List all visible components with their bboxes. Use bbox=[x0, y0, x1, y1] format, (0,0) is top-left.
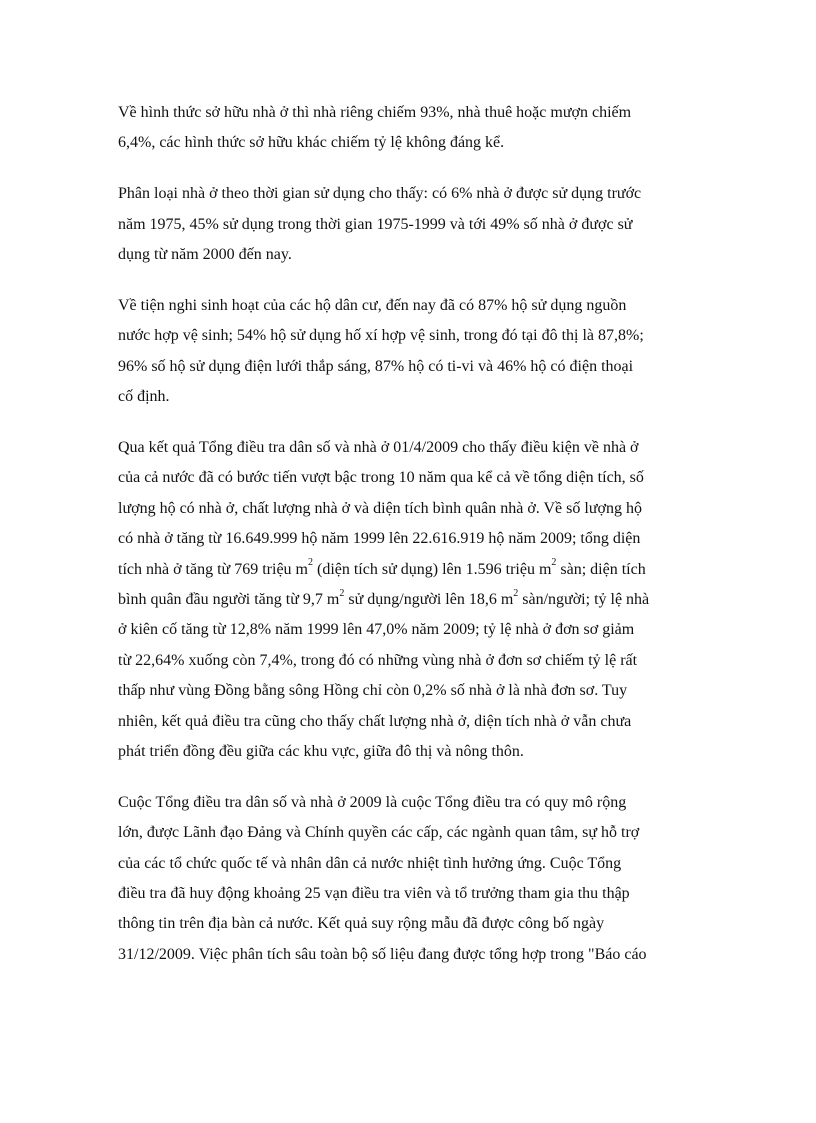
text-line bbox=[118, 940, 704, 970]
text-line bbox=[118, 382, 704, 412]
text-line bbox=[118, 321, 704, 351]
text-segment: bình quân đầu người tăng từ 9,7 m bbox=[118, 590, 340, 608]
text-line bbox=[118, 788, 704, 818]
text-line bbox=[118, 707, 704, 737]
text-segment: dụng từ năm 2000 đến nay. bbox=[118, 246, 292, 264]
text-segment: 6,4%, các hình thức sở hữu khác chiếm tỷ lệ không đáng kể. bbox=[118, 134, 505, 152]
text-segment: Về tiện nghi sinh hoạt của các hộ dân cư, đến nay đã có 87% hộ sử dụng nguồn bbox=[118, 296, 627, 314]
text-line bbox=[118, 210, 704, 240]
text-segment: nước hợp vệ sinh; 54% hộ sử dụng hố xí hợp vệ sinh, trong đó tại đô thị là 87,8%; bbox=[118, 327, 644, 345]
paragraph bbox=[118, 291, 704, 413]
text-segment: 31/12/2009. Việc phân tích sâu toàn bộ số liệu đang được tổng hợp trong "Báo cáo bbox=[118, 945, 647, 963]
text-line bbox=[118, 291, 704, 321]
superscript: 2 bbox=[339, 587, 345, 599]
text-line bbox=[118, 818, 704, 848]
text-line bbox=[118, 433, 704, 463]
text-segment: tích nhà ở tăng từ 769 triệu m bbox=[118, 560, 308, 578]
text-line bbox=[118, 849, 704, 879]
text-line bbox=[118, 909, 704, 939]
text-segment: Về hình thức sở hữu nhà ở thì nhà riêng chiếm 93%, nhà thuê hoặc mượn chiếm bbox=[118, 104, 632, 121]
text-line bbox=[118, 879, 704, 909]
paragraph bbox=[118, 433, 704, 767]
text-segment: sàn/người; tỷ lệ nhà bbox=[518, 590, 650, 608]
text-line bbox=[118, 615, 704, 645]
superscript: 2 bbox=[551, 557, 557, 569]
superscript: 2 bbox=[513, 587, 519, 599]
text-line bbox=[118, 240, 704, 270]
text-line bbox=[118, 463, 704, 493]
paragraph bbox=[118, 179, 704, 270]
text-segment: điều tra đã huy động khoảng 25 vạn điều tra viên và tổ trưởng tham gia thu thập bbox=[118, 884, 630, 902]
text-line bbox=[118, 494, 704, 524]
text-segment: 96% số hộ sử dụng điện lưới thắp sáng, 87% hộ có ti-vi và 46% hộ có điện thoại bbox=[118, 357, 634, 375]
text-segment: Cuộc Tổng điều tra dân số và nhà ở 2009 là cuộc Tổng điều tra có quy mô rộng bbox=[118, 793, 627, 811]
text-line bbox=[118, 676, 704, 706]
text-segment: sàn; diện tích bbox=[556, 560, 646, 578]
text-segment: năm 1975, 45% sử dụng trong thời gian 1975-1999 và tới 49% số nhà ở được sử bbox=[118, 215, 633, 233]
paragraph bbox=[118, 788, 704, 970]
text-segment: (diện tích sử dụng) lên 1.596 triệu m bbox=[312, 560, 552, 578]
text-segment: phát triển đồng đều giữa các khu vực, giữa đô thị và nông thôn. bbox=[118, 742, 524, 760]
text-segment: từ 22,64% xuống còn 7,4%, trong đó có những vùng nhà ở đơn sơ chiếm tỷ lệ rất bbox=[118, 651, 638, 669]
text-segment: thấp như vùng Đồng bằng sông Hồng chỉ còn 0,2% số nhà ở là nhà đơn sơ. Tuy bbox=[118, 682, 628, 700]
text-line bbox=[118, 646, 704, 676]
superscript: 2 bbox=[307, 557, 313, 569]
text-line bbox=[118, 179, 704, 209]
text-segment: của cả nước đã có bước tiến vượt bậc trong 10 năm qua kể cả về tổng diện tích, số bbox=[118, 469, 644, 487]
text-segment: ở kiên cố tăng từ 12,8% năm 1999 lên 47,0% năm 2009; tỷ lệ nhà ở đơn sơ giảm bbox=[118, 621, 635, 639]
text-segment: sử dụng/người lên 18,6 m bbox=[344, 590, 514, 608]
text-segment: Phân loại nhà ở theo thời gian sử dụng cho thấy: có 6% nhà ở được sử dụng trước bbox=[118, 185, 642, 203]
document-page bbox=[118, 98, 704, 991]
text-line bbox=[118, 585, 704, 615]
text-segment: nhiên, kết quả điều tra cũng cho thấy chất lượng nhà ở, diện tích nhà ở vẫn chưa bbox=[118, 712, 632, 730]
text-line bbox=[118, 352, 704, 382]
text-segment: thông tin trên địa bàn cả nước. Kết quả suy rộng mẫu đã được công bố ngày bbox=[118, 915, 605, 933]
text-segment: lượng hộ có nhà ở, chất lượng nhà ở và diện tích bình quân nhà ở. Về số lượng hộ bbox=[118, 499, 642, 517]
text-line bbox=[118, 524, 704, 554]
text-line bbox=[118, 555, 704, 585]
text-line bbox=[118, 737, 704, 767]
text-segment: của các tổ chức quốc tế và nhân dân cả nước nhiệt tình hưởng ứng. Cuộc Tổng bbox=[118, 854, 622, 872]
text-segment: lớn, được Lãnh đạo Đảng và Chính quyền các cấp, các ngành quan tâm, sự hỗ trợ bbox=[118, 824, 640, 842]
text-segment: cố định. bbox=[118, 388, 170, 406]
text-segment: có nhà ở tăng từ 16.649.999 hộ năm 1999 lên 22.616.919 hộ năm 2009; tổng diện bbox=[118, 530, 641, 548]
text-segment: Qua kết quả Tổng điều tra dân số và nhà ở 01/4/2009 cho thấy điều kiện về nhà ở bbox=[118, 439, 639, 457]
text-line bbox=[118, 128, 704, 158]
paragraph bbox=[118, 98, 704, 159]
text-line bbox=[118, 98, 704, 128]
